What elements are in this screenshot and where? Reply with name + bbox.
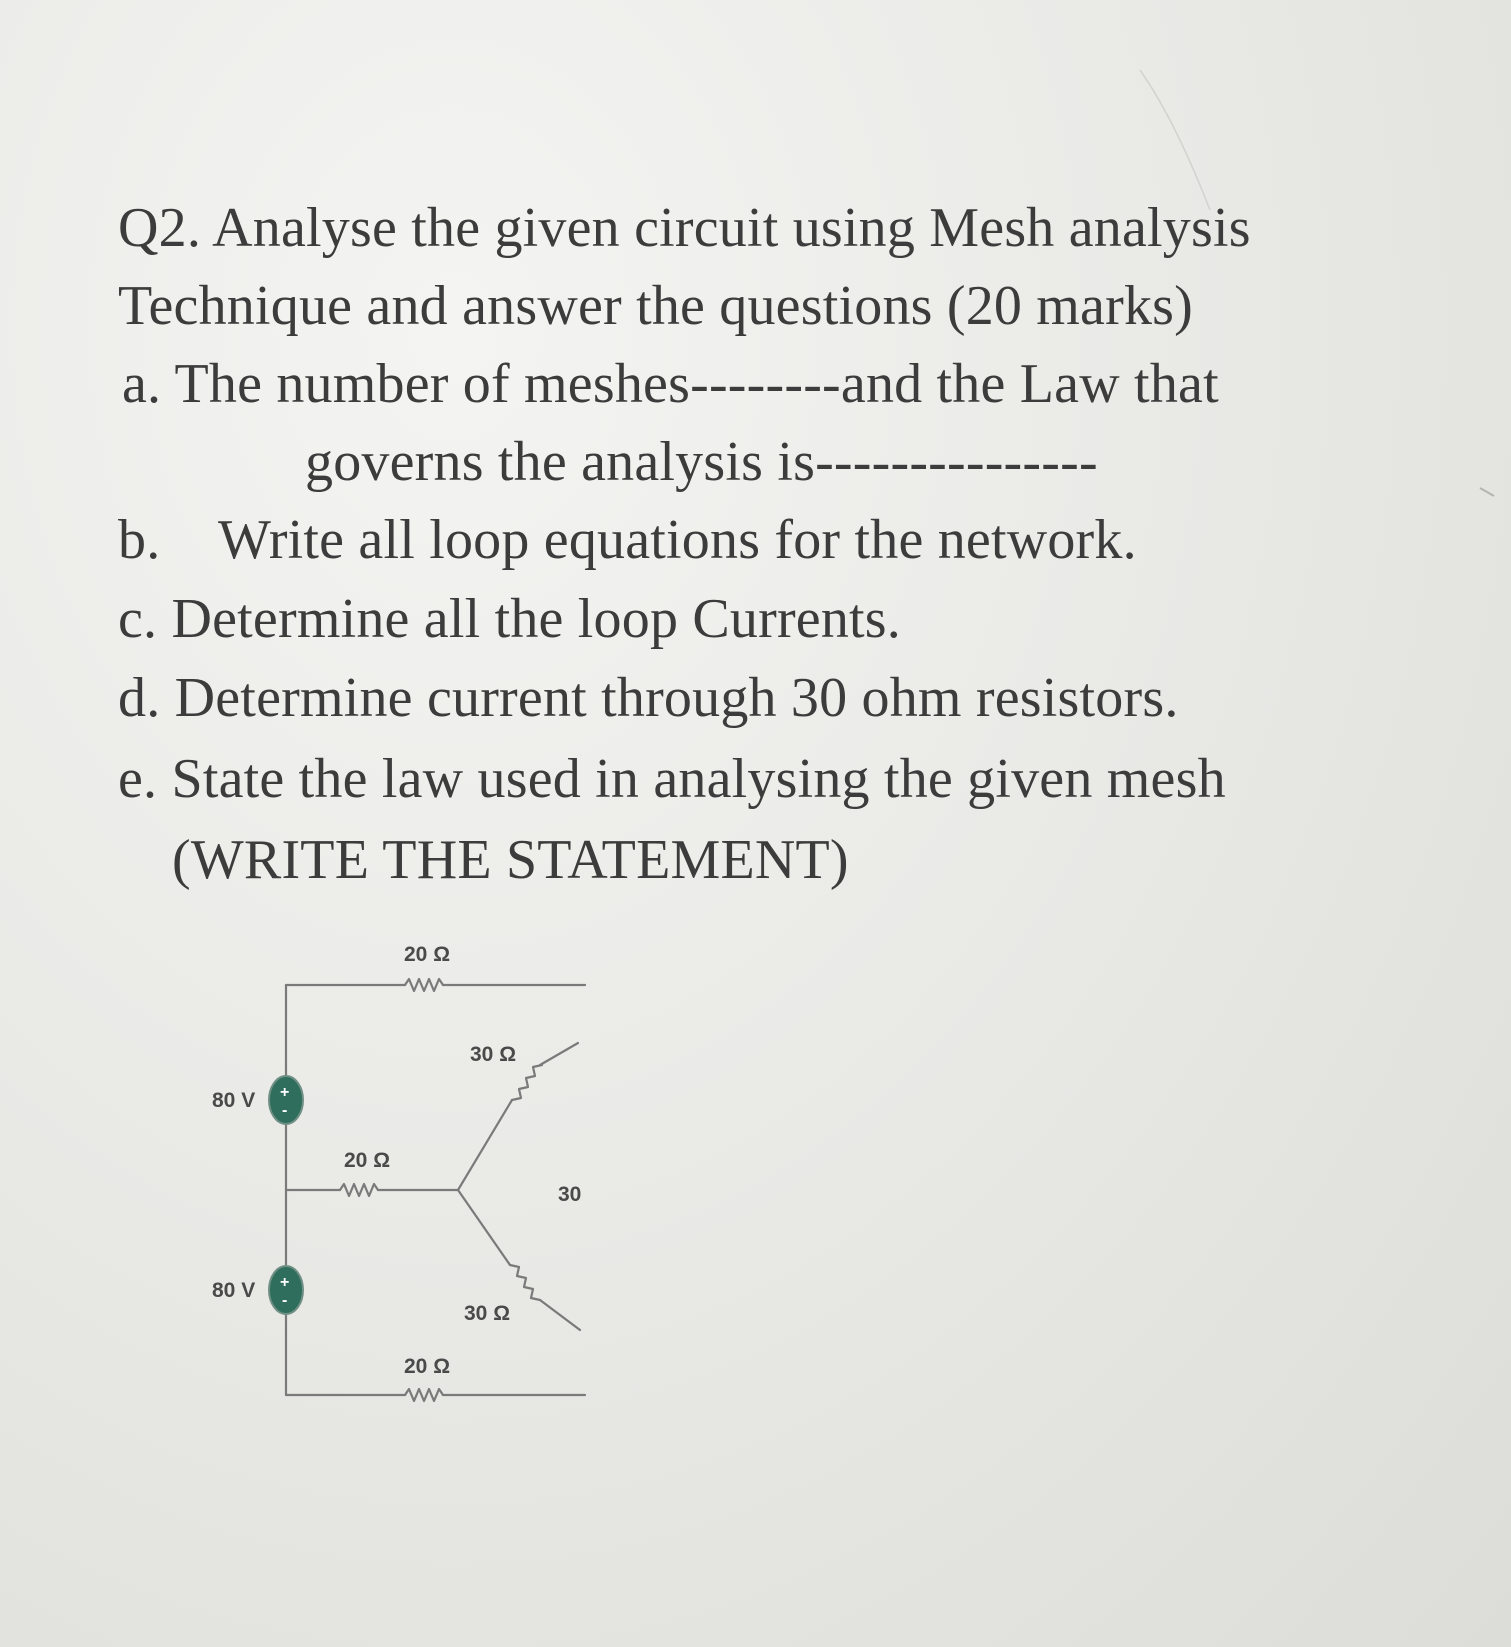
wire-lower-diagonal xyxy=(458,1190,510,1265)
wire-upper-diagonal xyxy=(458,1100,512,1190)
item-text: Determine all the loop Currents. xyxy=(171,588,902,650)
item-text: Determine current through 30 ohm resistors. xyxy=(174,667,1179,729)
source-lower-plus: + xyxy=(280,1274,290,1291)
resistor-upper-diagonal xyxy=(512,1065,542,1100)
wire-lower-diagonal-end xyxy=(540,1300,580,1330)
resistor-right-label: 30 xyxy=(558,1183,582,1206)
resistor-middle xyxy=(340,1184,378,1196)
item-e-continuation: (WRITE THE STATEMENT) xyxy=(172,829,849,891)
source-lower-minus: - xyxy=(282,1292,288,1309)
resistor-bottom xyxy=(405,1389,443,1401)
voltage-source-lower xyxy=(269,1266,303,1314)
item-label: e. xyxy=(118,748,158,810)
source-upper-plus: + xyxy=(280,1084,290,1101)
item-label: c. xyxy=(118,588,158,650)
item-label: a. xyxy=(122,353,162,415)
source-upper-label: 80 V xyxy=(212,1089,256,1112)
resistor-bottom-label: 20 Ω xyxy=(404,1355,451,1378)
voltage-source-upper xyxy=(269,1076,303,1124)
item-label: b. xyxy=(118,509,161,571)
resistor-top xyxy=(405,979,443,991)
question-title-line1: Q2. Analyse the given circuit using Mesh analysis xyxy=(118,197,1251,259)
resistor-upper-diagonal-label: 30 Ω xyxy=(470,1043,517,1066)
item-text: State the law used in analysing the given mesh xyxy=(171,748,1226,810)
circuit-diagram xyxy=(200,925,600,1410)
wire-upper-diagonal-end xyxy=(540,1043,578,1065)
item-text: Write all loop equations for the network. xyxy=(218,509,1137,571)
question-title-line2: Technique and answer the questions (20 marks) xyxy=(118,275,1193,337)
item-a xyxy=(122,353,1219,415)
source-upper-minus: - xyxy=(282,1102,288,1119)
item-e xyxy=(118,748,1226,810)
item-label: d. xyxy=(118,667,161,729)
item-c xyxy=(118,588,902,650)
item-d xyxy=(118,667,1179,729)
item-b xyxy=(118,509,1137,571)
resistor-middle-label: 20 Ω xyxy=(344,1149,391,1172)
item-text: The number of meshes--------and the Law that xyxy=(174,353,1219,415)
item-a-continuation: governs the analysis is--------------- xyxy=(305,431,1098,493)
resistor-lower-diagonal-label: 30 Ω xyxy=(464,1302,511,1325)
circuit-svg xyxy=(200,925,600,1410)
resistor-lower-diagonal xyxy=(510,1265,540,1300)
source-lower-label: 80 V xyxy=(212,1279,256,1302)
resistor-top-label: 20 Ω xyxy=(404,943,451,966)
